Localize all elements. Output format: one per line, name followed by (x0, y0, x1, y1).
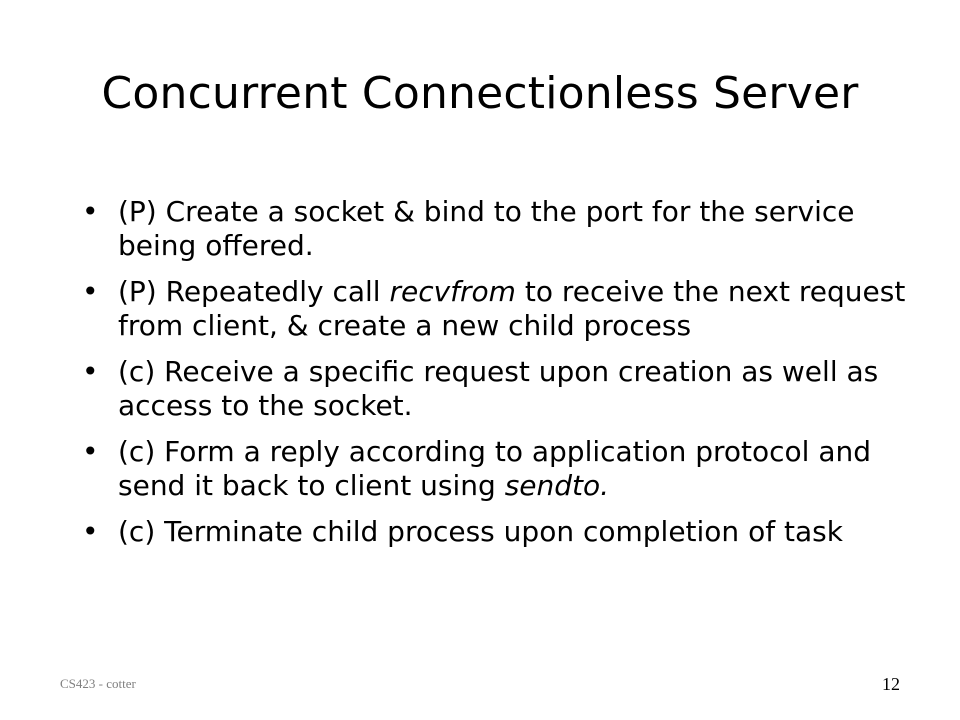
bullet-item-4 (82, 435, 922, 503)
bullet-text-pre: (P) Repeatedly call (118, 275, 390, 308)
bullet-item-1 (82, 195, 922, 263)
slide-title: Concurrent Connectionless Server (101, 68, 859, 119)
bullet-list (82, 195, 922, 561)
page-number: 12 (882, 674, 900, 694)
bullet-item-2 (82, 275, 922, 343)
bullet-text-post: to receive the next request from client, & create a new child process (118, 275, 906, 342)
bullet-text-emphasis: sendto. (504, 469, 610, 502)
bullet-item-3 (82, 355, 922, 423)
bullet-icon: • (82, 435, 99, 468)
bullet-text-emphasis: recvfrom (389, 275, 516, 308)
bullet-item-5 (82, 515, 922, 549)
footer-text: CS423 - cotter (60, 676, 136, 691)
bullet-text-pre: (c) Form a reply according to application protocol and send it back to client using (118, 435, 872, 502)
bullet-icon: • (82, 195, 99, 228)
bullet-text: (c) Terminate child process upon completion of task (118, 515, 843, 548)
bullet-icon: • (82, 515, 99, 548)
bullet-icon: • (82, 275, 99, 308)
bullet-text: (c) Receive a specific request upon creation as well as access to the socket. (118, 355, 879, 422)
bullet-icon: • (82, 355, 99, 388)
bullet-text: (P) Create a socket & bind to the port for the service being offered. (118, 195, 855, 262)
